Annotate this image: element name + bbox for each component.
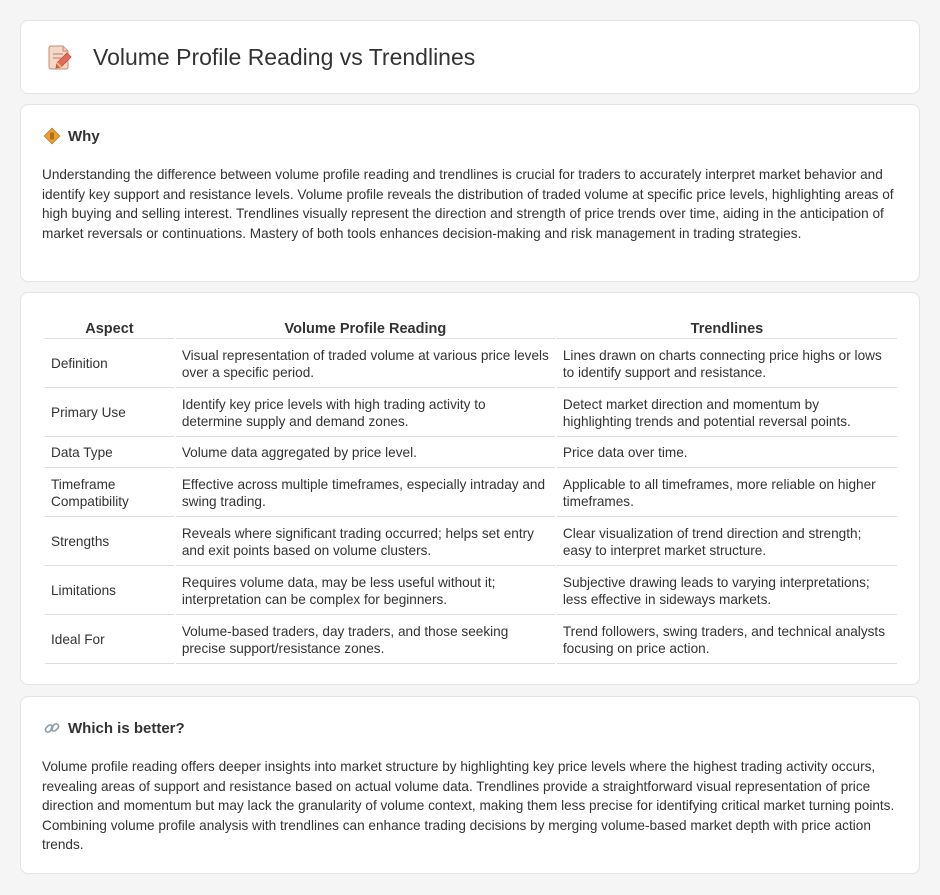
volume-cell: Requires volume data, may be less useful without it; interpretation can be complex for beginners. <box>176 568 555 615</box>
trend-cell: Price data over time. <box>557 439 897 468</box>
table-row <box>45 439 897 468</box>
table-header-row <box>45 317 897 339</box>
aspect-cell: Definition <box>45 341 174 388</box>
why-text: Understanding the difference between volume profile reading and trendlines is crucial for traders to accurately interpret market behavior and identify key support and resistance levels. Volume profile reveals the distribution of traded volume at specific price levels, highlighting areas of high buying and selling interest. Trendlines visually represent the direction and strength of price trends over time, aiding in the anticipation of market reversals or continuations. Mastery of both tools enhances decision-making and risk management in trading strategies. <box>42 167 894 241</box>
aspect-cell: Strengths <box>45 519 174 566</box>
better-header <box>43 719 185 737</box>
which-is-better-section <box>20 696 920 874</box>
trend-cell: Applicable to all timeframes, more reliable on higher timeframes. <box>557 470 897 517</box>
table-row <box>45 519 897 566</box>
why-title: Why <box>68 127 100 145</box>
table-row <box>45 390 897 437</box>
title-row <box>47 43 475 71</box>
diamond-sign-icon <box>43 127 61 145</box>
comparison-table <box>43 315 899 666</box>
better-title: Which is better? <box>68 719 185 737</box>
title-card <box>20 20 920 94</box>
volume-cell: Reveals where significant trading occurred; helps set entry and exit points based on volume clusters. <box>176 519 555 566</box>
header-trendlines: Trendlines <box>557 317 897 339</box>
trend-cell: Detect market direction and momentum by highlighting trends and potential reversal points. <box>557 390 897 437</box>
volume-cell: Identify key price levels with high trading activity to determine supply and demand zones. <box>176 390 555 437</box>
aspect-cell: Limitations <box>45 568 174 615</box>
trend-cell: Subjective drawing leads to varying interpretations; less effective in sideways markets. <box>557 568 897 615</box>
volume-cell: Visual representation of traded volume at various price levels over a specific period. <box>176 341 555 388</box>
table-row <box>45 470 897 517</box>
aspect-cell: Timeframe Compatibility <box>45 470 174 517</box>
trend-cell: Trend followers, swing traders, and technical analysts focusing on price action. <box>557 617 897 664</box>
trend-cell: Clear visualization of trend direction and strength; easy to interpret market structure. <box>557 519 897 566</box>
header-volume-profile: Volume Profile Reading <box>176 317 555 339</box>
volume-cell: Volume-based traders, day traders, and those seeking precise support/resistance zones. <box>176 617 555 664</box>
volume-cell: Volume data aggregated by price level. <box>176 439 555 468</box>
volume-cell: Effective across multiple timeframes, especially intraday and swing trading. <box>176 470 555 517</box>
comparison-section <box>20 292 920 685</box>
aspect-cell: Data Type <box>45 439 174 468</box>
why-section <box>20 104 920 282</box>
trend-cell: Lines drawn on charts connecting price highs or lows to identify support and resistance. <box>557 341 897 388</box>
better-text: Volume profile reading offers deeper insights into market structure by highlighting key price levels where the highest trading activity occurs, revealing areas of support and resistance based on actual volume data. Trendlines provide a straightforward visual representation of price direction and momentum but may lack the granularity of volume context, making them less precise for identifying critical market turning points. Combining volume profile analysis with trendlines can enhance trading decisions by merging volume-based market depth with price action trends. <box>42 759 895 853</box>
table-row <box>45 617 897 664</box>
why-header <box>43 127 100 145</box>
document-pencil-icon <box>47 43 73 71</box>
page-title: Volume Profile Reading vs Trendlines <box>93 43 476 70</box>
header-aspect: Aspect <box>45 317 174 339</box>
aspect-cell: Primary Use <box>45 390 174 437</box>
table-row <box>45 341 897 388</box>
aspect-cell: Ideal For <box>45 617 174 664</box>
link-icon <box>43 719 61 737</box>
table-row <box>45 568 897 615</box>
